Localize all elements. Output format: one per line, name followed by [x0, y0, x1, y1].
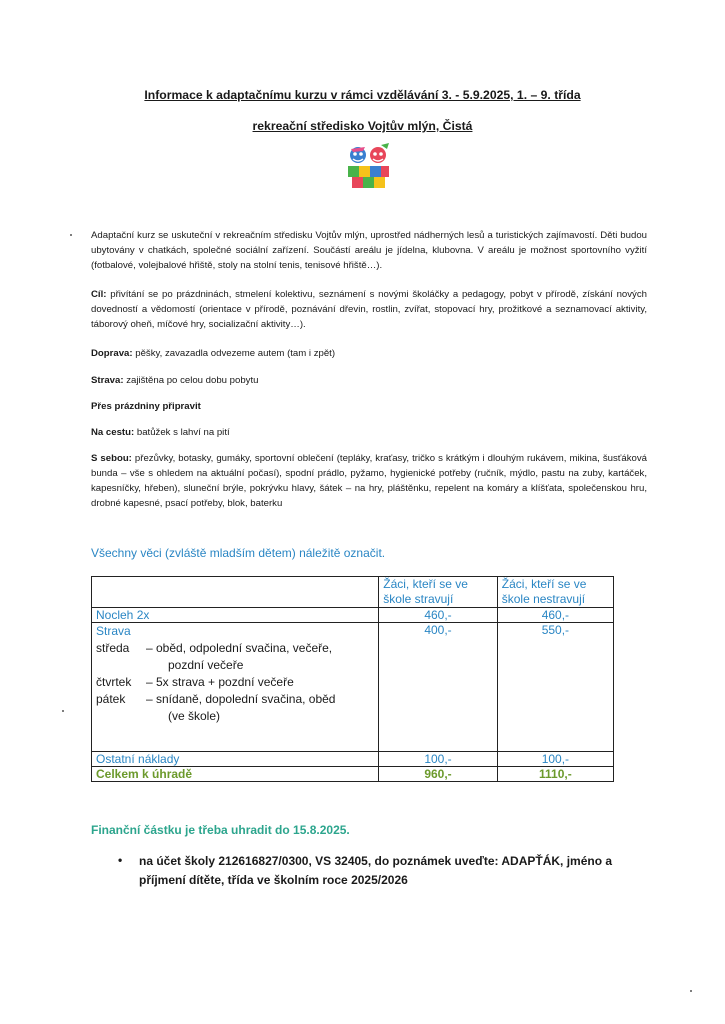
goal-text: přivítání se po prázdninách, stmelení kolektivu, seznámení s novými školáčky a pedagogy, pobyt v přírodě, získání nových dovedností a vědomostí (orientace v přírodě, poznávání dřevin, rostlin, zvířat, stopovací hry, prožitkové a seznamovací aktivity, táborový oheň, míčové hry, socializační aktivity…). [91, 289, 647, 330]
prepare-heading: Přes prázdniny připravit [91, 401, 201, 412]
document-title: Informace k adaptačnímu kurzu v rámci vzdělávání 3. - 5.9.2025, 1. – 9. třída [144, 88, 581, 102]
table-row-nocleh [92, 608, 614, 623]
strava-day: čtvrtek [96, 675, 132, 689]
ostatni-value-nestravuji: 100,- [497, 752, 613, 767]
journey-paragraph [91, 425, 647, 440]
scan-speck [690, 990, 692, 992]
intro-paragraph: Adaptační kurz se uskuteční v rekreačním středisku Vojtův mlýn, uprostřed nádherných lesů a turistických zajímavostí. Děti budou ubytovány v chatkách, společné sociální zařízení. Součástí areálu je jídelna, klubovna. V areálu je možnost sportovního vyžití (fotbalové, volejbalové hřiště, stoly na stolní tenis, tenisové hřiště…). [91, 230, 647, 271]
col-header-stravuji: Žáci, kteří se ve škole stravují [379, 577, 497, 608]
goal-label: Cíl: [91, 289, 107, 300]
payment-instructions: na účet školy 212616827/0300, VS 32405, do poznámek uveďte: ADAPŤÁK, jméno a příjmení dítěte, třída ve školním roce 2025/2026 [139, 854, 613, 887]
strava-day-desc-cont: pozdní večeře [168, 658, 244, 672]
celkem-value-stravuji: 960,- [379, 767, 497, 782]
ostatni-label: Ostatní náklady [92, 752, 379, 767]
strava-day-desc-cont: (ve škole) [168, 709, 221, 723]
scan-speck [70, 234, 72, 236]
strava-day-row-cont [96, 657, 374, 674]
nocleh-label: Nocleh 2x [92, 608, 379, 623]
cost-table [91, 576, 614, 782]
transport-label: Doprava: [91, 348, 133, 359]
strava-value-nestravuji: 550,- [497, 623, 613, 752]
transport-text: pěšky, zavazadla odvezeme autem (tam i zpět) [132, 348, 336, 359]
nocleh-value-stravuji: 460,- [379, 608, 497, 623]
food-text: zajištěna po celou dobu pobytu [123, 375, 259, 386]
strava-day: středa [96, 641, 130, 655]
table-header-empty [92, 577, 379, 608]
table-row-celkem [92, 767, 614, 782]
strava-day-row [96, 691, 374, 708]
strava-day-row-cont [96, 708, 374, 725]
payment-deadline: Finanční částku je třeba uhradit do 15.8.2025. [91, 823, 350, 837]
school-logo-children-icon [345, 142, 391, 190]
strava-cell [92, 623, 379, 752]
table-row-ostatni [92, 752, 614, 767]
table-header-row [92, 577, 614, 608]
goal-paragraph [91, 287, 647, 332]
strava-day-desc: – oběd, odpolední svačina, večeře, [146, 641, 333, 655]
journey-label: Na cestu: [91, 427, 135, 438]
nocleh-value-nestravuji: 460,- [497, 608, 613, 623]
label-items-note: Všechny věci (zvláště mladším dětem) náležitě označit. [91, 546, 386, 560]
table-row-strava [92, 623, 614, 752]
strava-day-desc: – 5x strava + pozdní večeře [146, 675, 294, 689]
col-header-nestravuji: Žáci, kteří se ve škole nestravují [497, 577, 613, 608]
transport-paragraph [91, 346, 647, 361]
bullet-icon: • [118, 853, 123, 867]
food-paragraph [91, 373, 647, 388]
take-along-label: S sebou: [91, 453, 132, 464]
celkem-value-nestravuji: 1110,- [497, 767, 613, 782]
strava-value-stravuji: 400,- [379, 623, 497, 752]
food-label: Strava: [91, 375, 124, 386]
take-along-text: přezůvky, botasky, gumáky, sportovní oblečení (tepláky, kraťasy, tričko s krátkým i dlouhým rukávem, mikina, šusťáková bunda – vše s ohledem na aktuální počasí), spodní prádlo, pyžamo, hygienické potřeby (ručník, mýdlo, pastu na zuby, kartáček, kapesníčky, hřeben), sluneční brýle, pokrývku hlavy, šátek – na hry, pláštěnku, repelent na komáry a klíšťata, společenskou hru, drobné kapesné, psací potřeby, blok, baterku [91, 453, 647, 509]
strava-day-desc: – snídaně, dopolední svačina, oběd [146, 692, 336, 706]
strava-day: pátek [96, 692, 126, 706]
take-along-paragraph [91, 451, 647, 511]
strava-label: Strava [96, 624, 131, 638]
scan-speck [62, 710, 64, 712]
strava-day-row [96, 640, 374, 657]
ostatni-value-stravuji: 100,- [379, 752, 497, 767]
document-subtitle: rekreační středisko Vojtův mlýn, Čistá [252, 119, 473, 133]
journey-text: batůžek s lahví na pití [134, 427, 230, 438]
celkem-label: Celkem k úhradě [92, 767, 379, 782]
strava-day-row [96, 674, 374, 691]
